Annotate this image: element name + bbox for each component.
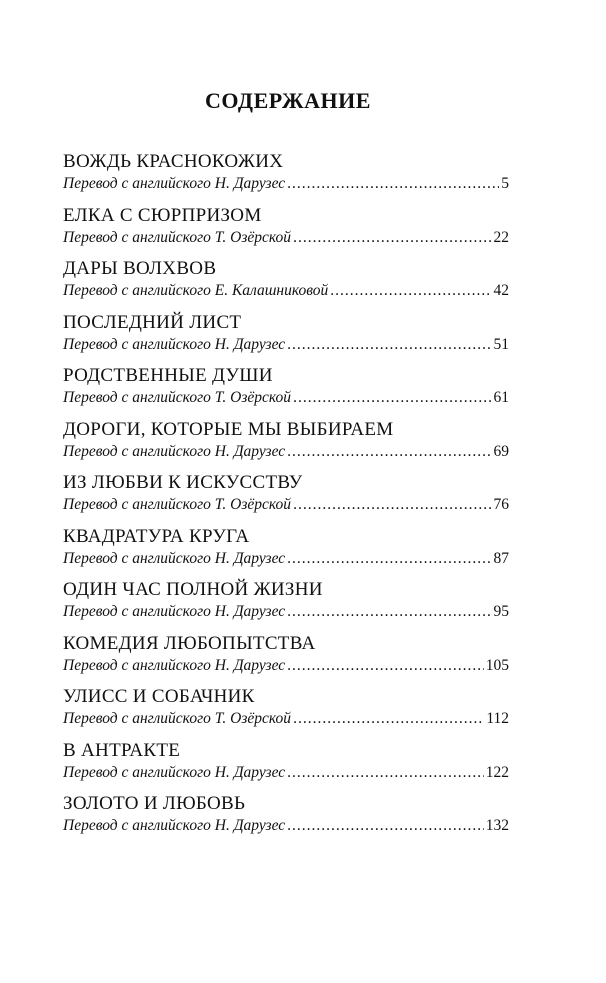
translation-credit: Перевод с английского Н. Дарузес [63,442,286,460]
dot-leader [293,228,491,248]
dot-leader [287,549,491,569]
translation-line [63,549,509,569]
translation-line [63,602,509,622]
dot-leader [293,388,491,408]
dot-leader [293,709,484,729]
translation-credit: Перевод с английского Н. Дарузес [63,603,286,620]
dot-leader [287,335,491,355]
page-title: СОДЕРЖАНИЕ [205,88,371,113]
toc-entry[interactable] [63,525,509,579]
story-title: ИЗ ЛЮБВИ К ИСКУССТВУ [63,472,303,493]
dot-leader [287,174,499,194]
translation-line [63,281,509,301]
translation-line [63,388,509,408]
toc-entry[interactable] [63,204,509,258]
page-number: 105 [485,656,509,674]
translation-credit: Перевод с английского Н. Дарузес [63,335,286,353]
translation-credit: Перевод с английского Т. Озёрской [63,710,292,727]
dot-leader [287,656,484,676]
story-title: ЗОЛОТО И ЛЮБОВЬ [63,793,246,814]
page-number: 22 [493,228,509,246]
page-number: 87 [493,549,509,567]
translation-line [63,442,509,462]
dot-leader [293,495,491,515]
story-title: ОДИН ЧАС ПОЛНОЙ ЖИЗНИ [63,579,323,600]
page-number: 5 [501,175,509,192]
page-number: 51 [493,335,509,353]
translation-line [63,495,509,515]
dot-leader [287,816,484,836]
translation-credit: Перевод с английского Т. Озёрской [63,228,292,246]
translation-line [63,709,509,729]
translation-credit: Перевод с английского Т. Озёрской [63,389,292,406]
dot-leader [287,763,484,783]
translation-credit: Перевод с английского Е. Калашниковой [63,282,329,299]
story-title: УЛИСС И СОБАЧНИК [63,686,255,707]
page-number: 69 [493,442,509,460]
toc-entry[interactable] [63,471,509,525]
toc-entry[interactable] [63,792,509,846]
toc-entry[interactable] [63,311,509,365]
page-number: 61 [493,389,509,406]
story-title: В АНТРАКТЕ [63,739,181,761]
dot-leader [287,442,491,462]
story-title: КОМЕДИЯ ЛЮБОПЫТСТВА [63,632,316,654]
toc-entry[interactable] [63,578,509,632]
page-number: 122 [485,763,509,781]
toc-entry[interactable] [63,685,509,739]
story-title: ДОРОГИ, КОТОРЫЕ МЫ ВЫБИРАЕМ [63,418,394,440]
translation-line [63,335,509,355]
translation-credit: Перевод с английского Н. Дарузес [63,549,286,567]
toc-entry[interactable] [63,632,509,686]
page-number: 132 [485,817,509,834]
page-number: 112 [486,710,509,727]
story-title: ПОСЛЕДНИЙ ЛИСТ [63,311,242,333]
translation-line [63,228,509,248]
story-title: ВОЖДЬ КРАСНОКОЖИХ [63,151,284,172]
story-title: РОДСТВЕННЫЕ ДУШИ [63,365,273,386]
toc-entry[interactable] [63,150,509,204]
story-title: ДАРЫ ВОЛХВОВ [63,258,217,279]
dot-leader [287,602,491,622]
story-title: ЕЛКА С СЮРПРИЗОМ [63,204,262,226]
translation-credit: Перевод с английского Н. Дарузес [63,656,286,674]
translation-credit: Перевод с английского Н. Дарузес [63,763,286,781]
translation-line [63,763,509,783]
toc-entry[interactable] [63,739,509,793]
dot-leader [330,281,491,301]
translation-line [63,656,509,676]
toc-entry[interactable] [63,364,509,418]
translation-credit: Перевод с английского Н. Дарузес [63,175,286,192]
page-number: 42 [493,282,509,299]
story-title: КВАДРАТУРА КРУГА [63,525,250,547]
page-number: 95 [493,603,509,620]
translation-line [63,174,509,194]
toc-entry[interactable] [63,418,509,472]
page-number: 76 [493,496,509,513]
translation-credit: Перевод с английского Н. Дарузес [63,817,286,834]
translation-credit: Перевод с английского Т. Озёрской [63,496,292,513]
toc-entry[interactable] [63,257,509,311]
translation-line [63,816,509,836]
table-of-contents [63,150,509,846]
